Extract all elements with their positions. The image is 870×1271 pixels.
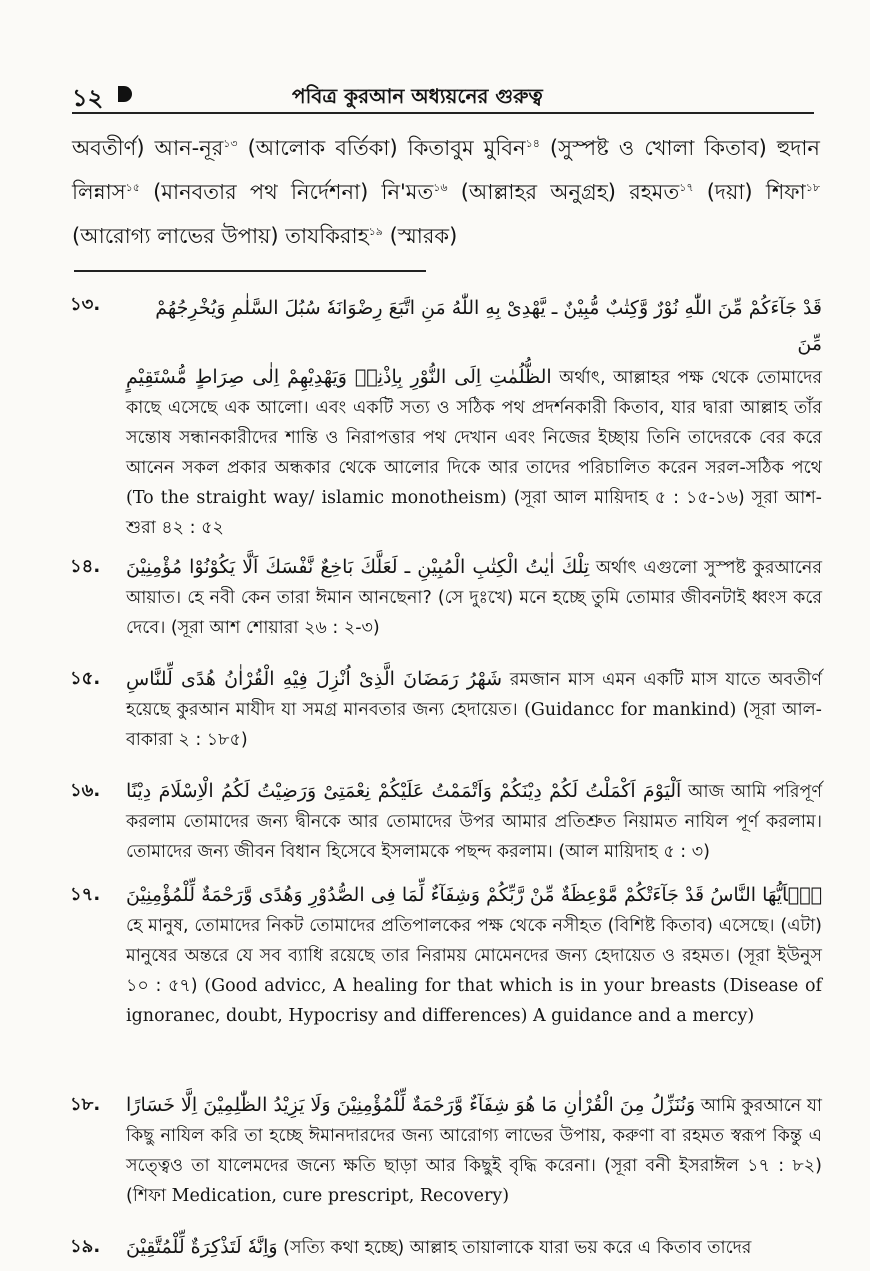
intro-text: (আরোগ্য লাভের উপায়) তাযকিরাহ xyxy=(72,224,369,248)
footnote-18 xyxy=(70,1090,822,1211)
footnote-17 xyxy=(70,880,822,1031)
translation-text: (সত্যি কথা হচ্ছে) আল্লাহ তায়ালাকে যারা ভয় করে এ কিতাব তাদের xyxy=(277,1238,752,1258)
arabic-verse: قَدْ جَآءَكُمْ مِّنَ اللّٰهِ نُوْرٌ وَّكِتٰبٌ مُّبِيْنٌ ـ يَّهْدِىْ بِهِ اللّٰهُ مَنِ اتَّبَعَ رِضْوَانَهٗ سُبُلَ السَّلٰمِ وَيُخْرِجُهُمْ مِّنَ xyxy=(155,297,822,355)
footnote-number: ১৫. xyxy=(70,668,101,689)
arabic-verse: اَلْيَوْمَ اَكْمَلْتُ لَكُمْ دِيْنَكُمْ وَاَتْمَمْتُ عَلَيْكُمْ نِعْمَتِىْ وَرَضِيْتُ لَكُمُ الْاِسْلَامَ دِيْنًا xyxy=(126,780,682,802)
translation-text: আমি কুরআনে যা কিছু নাযিল করি তা হচ্ছে ঈমানদারদের জন্য আরোগ্য লাভের উপায়, করুণা বা রহমত স্বরূপ কিন্তু এ সত্ত্বেও তা যালেমদের জন্যে ক্ষতি ছাড়া আর কিছুই বৃদ্ধি করেনা। (সূরা বনী ইসরাঈল ১৭ : ৮২) (শিফা xyxy=(126,1096,822,1206)
footnote-body xyxy=(126,664,822,755)
footnote-number: ১৭. xyxy=(70,884,101,905)
translation-text: আজ আমি পরিপূর্ণ করলাম তোমাদের জন্য দ্বীনকে আর তোমাদের উপর আমার প্রতিশ্রুত নিয়ামত নাযিল পূর্ণ করলাম। তোমাদের জন্য জীবন বিধান হিসেবে ইসলামকে পছন্দ করলাম। (আল মায়িদাহ ৫ : ৩) xyxy=(126,782,822,862)
footnote-ref: ১৩ xyxy=(223,137,238,150)
intro-text: (মানবতার পথ নির্দেশনা) নি'মত xyxy=(139,180,434,204)
footnote-ref: ১৬ xyxy=(433,181,448,194)
footnote-16 xyxy=(70,776,822,867)
translation-text: অর্থাৎ, আল্লাহর পক্ষ থেকে তোমাদের কাছে এসেছে এক আলো। এবং একটি সত্য ও সঠিক পথ প্রদর্শনকারী কিতাব, যার দ্বারা আল্লাহ তাঁর সন্তোষ সন্ধানকারীদের শান্তি ও নিরাপত্তার পথ দেখান এবং নিজের ইচ্ছায় তিনি তাদেরকে বের করে আনেন সকল প্রকার অন্ধকার থেকে আলোর দিকে আর তাদের পরিচালিত করেন সরল-সঠিক পথে xyxy=(126,368,823,478)
english-gloss: Medication, cure prescript, Recovery) xyxy=(171,1186,510,1206)
footnote-ref: ১৮ xyxy=(805,181,820,194)
translation-text: রমজান মাস এমন একটি মাস যাতে অবতীর্ণ হয়েছে কুরআন মাযীদ যা সমগ্র মানবতার জন্য হেদায়েত। xyxy=(126,670,822,720)
intro-text: (দয়া) শিফা xyxy=(693,180,806,204)
footnote-body xyxy=(126,1232,822,1263)
arabic-verse: الظُّلُمٰتِ اِلَى النُّوْرِ بِاِذْنِهٖ وَيَهْدِيْهِمْ اِلٰى صِرَاطٍ مُّسْتَقِيْمٍ xyxy=(126,366,552,388)
footnote-number: ১৮. xyxy=(70,1094,101,1115)
intro-paragraph xyxy=(72,124,820,256)
footnote-body xyxy=(126,880,822,1031)
intro-text: (আল্লাহর অনুগ্রহ) রহমত xyxy=(447,180,680,204)
footnote-body xyxy=(126,290,822,543)
arabic-verse: وَاِنَّهٗ لَتَذْكِرَةٌ لِّلْمُتَّقِيْنَ xyxy=(126,1236,278,1258)
translation-text: হে মানুষ, তোমাদের নিকট তোমাদের প্রতিপালকের পক্ষ থেকে নসীহত (বিশিষ্ট কিতাব) এসেছে। (এটা) মানুষের অন্তরে যে সব ব্যাধি রয়েছে তার নিরাময় মোমেনদের জন্য হেদায়েত ও রহমত। (সূরা ইউনুস ১০ : ৫৭) xyxy=(126,916,822,996)
reference-text: (সূরা আল-বাকারা ২ : ১৮৫) xyxy=(126,700,822,750)
page-number: ১২ xyxy=(72,84,104,112)
footnote-divider xyxy=(74,270,426,272)
footnote-number: ১৯. xyxy=(70,1236,101,1257)
footnote-14 xyxy=(70,552,822,643)
footnote-body xyxy=(126,1090,822,1211)
english-gloss: (Guidancc for mankind) xyxy=(524,700,737,720)
footnote-body xyxy=(126,776,822,867)
running-title: পবিত্র কুরআন অধ্যয়নের গুরুত্ব xyxy=(292,84,543,108)
arabic-verse: يٰۤاَيُّهَا النَّاسُ قَدْ جَآءَتْكُمْ مَّوْعِظَةٌ مِّنْ رَّبِّكُمْ وَشِفَآءٌ لِّمَا فِى الصُّدُوْرِ وَهُدًى وَّرَحْمَةٌ لِّلْمُؤْمِنِيْنَ xyxy=(126,884,822,906)
intro-text: (সুস্পষ্ট ও খোলা কিতাব) হুদান লিন্নাস xyxy=(72,136,820,204)
footnote-ref: ১৯ xyxy=(368,225,383,238)
footnote-15 xyxy=(70,664,822,755)
intro-text: (আলোক বর্তিকা) কিতাবুম মুবিন xyxy=(237,136,526,160)
footnote-13 xyxy=(70,290,822,543)
arabic-verse: تِلْكَ اٰيٰتُ الْكِتٰبِ الْمُبِيْنِ ـ لَعَلَّكَ بَاخِعٌ نَّفْسَكَ اَلَّا يَكُوْنُوْا مُؤْمِنِيْنَ xyxy=(126,556,590,578)
footnote-ref: ১৭ xyxy=(679,181,694,194)
intro-text: অবতীর্ণ) আন-নূর xyxy=(72,136,224,160)
page-header xyxy=(72,76,814,114)
translation-text: অর্থাৎ এগুলো সুস্পষ্ট কুরআনের আয়াত। হে নবী কেন তারা ঈমান আনছেনা? (সে দুঃখে) মনে হচ্ছে তুমি তোমার জীবনটাই ধ্বংস করে দেবে। (সূরা আশ শোয়ারা ২৬ : ২-৩) xyxy=(126,558,822,638)
footnote-number: ১৪. xyxy=(70,556,101,577)
arabic-verse: وَنُنَزِّلُ مِنَ الْقُرْاٰنِ مَا هُوَ شِفَآءٌ وَّرَحْمَةٌ لِّلْمُؤْمِنِيْنَ وَلَا يَزِيْدُ الظّٰلِمِيْنَ اِلَّا خَسَارًا xyxy=(126,1094,696,1116)
english-gloss: (Good advicc, A healing for that which is in your breasts (Disease of ignoranec, doubt, Hypocrisy and differences) A guidance and a mercy) xyxy=(126,976,822,1026)
footnote-body xyxy=(126,552,822,643)
footnote-ref: ১৫ xyxy=(125,181,140,194)
footnote-number: ১৩. xyxy=(70,294,101,315)
reference-text: (সূরা আল মায়িদাহ ৫ : ১৫-১৬) সূরা আশ-শুরা ৪২ : ৫২ xyxy=(126,488,822,538)
arabic-verse: شَهْرُ رَمَضَانَ الَّذِىْ اُنْزِلَ فِيْهِ الْقُرْاٰنُ هُدًى لِّلنَّاسِ xyxy=(126,668,503,690)
intro-text: (স্মারক) xyxy=(382,224,458,248)
footnote-ref: ১৪ xyxy=(525,137,540,150)
footnote-number: ১৬. xyxy=(70,780,101,801)
english-gloss: (To the straight way/ islamic monotheism) xyxy=(126,488,507,508)
footnote-19 xyxy=(70,1232,822,1263)
page-marker-icon xyxy=(118,86,132,102)
